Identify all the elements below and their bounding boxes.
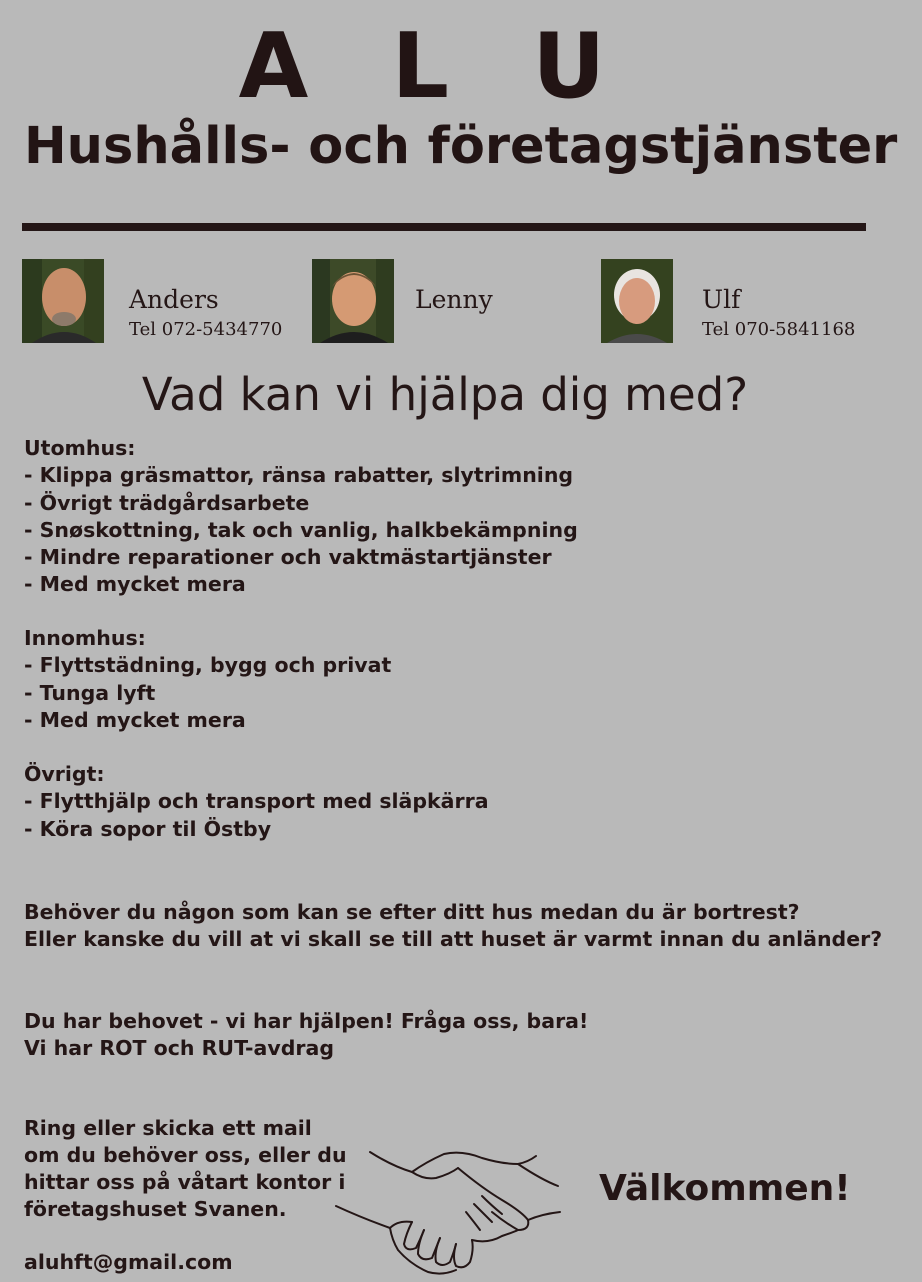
staff-name-anders: Anders [129,285,219,314]
paragraph-line: Du har behovet - vi har hjälpen! Fråga oss, bara! [24,1009,589,1033]
brand-title: A L U [238,14,632,119]
subtitle: Hushålls- och företagstjänster [24,117,898,176]
section-title: Utomhus: [24,436,136,460]
section-title: Övrigt: [24,762,105,786]
photo-lenny [312,259,394,343]
paragraph-line: om du behöver oss, eller du [24,1143,347,1167]
list-item: - Flyttstädning, bygg och privat [24,653,392,678]
paragraph-line: Ring eller skicka ett mail [24,1116,312,1140]
list-item: - Tunga lyft [24,680,156,705]
welcome-text: Välkommen! [599,1168,851,1209]
staff-name-ulf: Ulf [702,285,741,314]
divider [22,223,866,231]
photo-anders [22,259,104,343]
section-outdoor [24,435,578,599]
list-item: - Mindre reparationer och vaktmästartjänster [24,545,552,570]
paragraph-line: företagshuset Svanen. [24,1197,287,1221]
paragraph-line: Behöver du någon som kan se efter ditt hus medan du är bortrest? [24,900,800,924]
list-item: - Med mycket mera [24,572,246,597]
away-paragraph [24,899,882,953]
paragraph-line: Eller kanske du vill at vi skall se till att huset är varmt innan du anländer? [24,927,883,951]
photo-ulf [601,259,673,343]
staff-tel-ulf[interactable]: Tel 070-5841168 [702,319,856,340]
staff-tel-anders[interactable]: Tel 072-5434770 [129,319,283,340]
handshake-icon [332,1140,568,1278]
list-item: - Köra sopor til Östby [24,816,272,841]
list-item: - Övrigt trädgårdsarbete [24,490,310,515]
section-other [24,761,489,843]
list-item: - Klippa gräsmattor, ränsa rabatter, slytrimning [24,463,574,488]
paragraph-line: hittar oss på våtart kontor i [24,1170,346,1194]
list-item: - Med mycket mera [24,707,246,732]
list-item: - Snøskottning, tak och vanlig, halkbekämpning [24,517,578,542]
email-link[interactable]: aluhft@gmail.com [24,1250,233,1274]
contact-paragraph [24,1115,347,1223]
services-heading: Vad kan vi hjälpa dig med? [141,368,749,421]
list-item: - Flytthjälp och transport med släpkärra [24,789,489,814]
section-indoor [24,625,391,734]
help-paragraph [24,1008,588,1062]
section-title: Innomhus: [24,626,146,650]
paragraph-line: Vi har ROT och RUT-avdrag [24,1036,335,1060]
staff-name-lenny: Lenny [415,285,493,314]
